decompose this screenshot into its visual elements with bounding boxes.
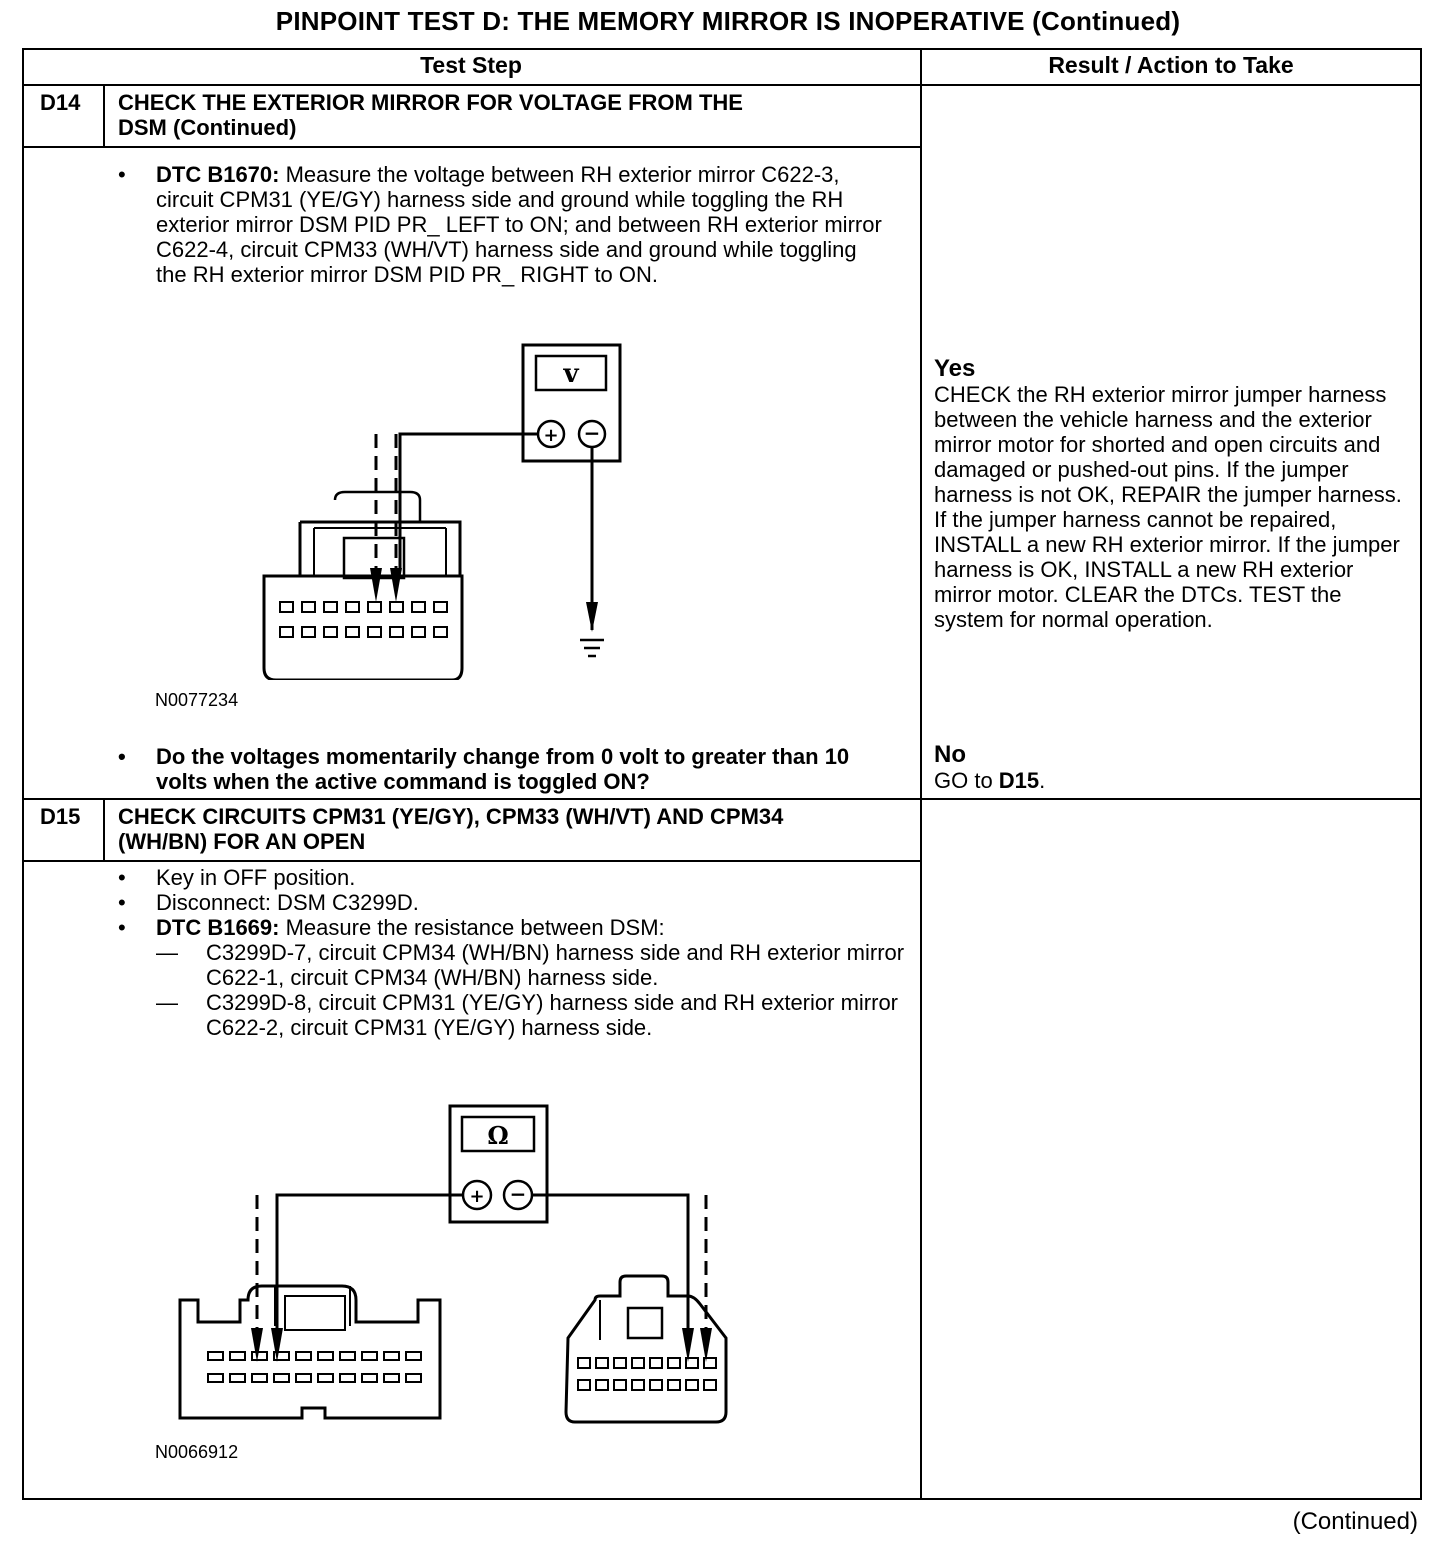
d15-step-title	[118, 804, 908, 854]
continued-label: (Continued)	[1292, 1508, 1418, 1535]
d15-dash-2: C3299D-8, circuit CPM31 (YE/GY) harness side and RH exterior mirror C622-2, circuit CPM31 (YE/GY) harness side.	[206, 990, 899, 1040]
header-rule	[22, 84, 1422, 86]
d14-voltmeter-diagram	[250, 340, 710, 680]
d15-title-line1: CHECK CIRCUITS CPM31 (YE/GY), CPM33 (WH/VT) AND CPM34	[118, 804, 784, 829]
no-text-pre: GO to	[934, 768, 999, 793]
d14-meter-symbol: v	[563, 359, 579, 389]
d14-step-title	[118, 90, 908, 140]
column-divider	[920, 48, 922, 1500]
d14-title-line1: CHECK THE EXTERIOR MIRROR FOR VOLTAGE FROM THE	[118, 90, 743, 115]
yes-text: CHECK the RH exterior mirror jumper harness between the vehicle harness and the exterior mirror motor for shorted and open circuits and damaged or pushed-out pins. If the jumper harness is not OK, REPAIR the jumper harness. If the jumper harness cannot be repaired, INSTALL a new RH exterior mirror. If the jumper harness is OK, INSTALL a new RH exterior mirror motor. CLEAR the DTCs. TEST the system for normal operation.	[934, 382, 1402, 632]
d15-title-line2: (WH/BN) FOR AN OPEN	[118, 829, 366, 854]
header-test-step: Test Step	[420, 52, 522, 78]
d14-instruction	[118, 162, 888, 287]
no-label: No	[934, 741, 966, 768]
d15-dtc-text: Measure the resistance between DSM:	[279, 915, 665, 940]
d15-id-divider	[103, 798, 105, 860]
svg-text:+: +	[469, 1186, 485, 1207]
svg-text:−: −	[583, 421, 601, 445]
d15-dtc-label: DTC B1669:	[156, 915, 280, 940]
d14-step-id: D14	[40, 90, 81, 115]
no-target-link[interactable]: D15	[998, 768, 1040, 793]
d14-result-no	[934, 742, 1416, 793]
svg-text:−: −	[509, 1182, 527, 1206]
d15-meter-symbol: Ω	[487, 1121, 509, 1150]
d14-title-line2: DSM (Continued)	[118, 115, 297, 140]
d14-figure-id: N0077234	[155, 690, 239, 710]
d14-question-text: • Do the voltages momentarily change from 0 volt to greater than 10 volts when the active command is toggled ON?	[118, 744, 898, 794]
no-text-post: .	[1039, 768, 1046, 793]
yes-label: Yes	[934, 355, 976, 382]
d14-dtc-label: DTC B1670:	[156, 162, 280, 187]
header-result: Result / Action to Take	[1048, 52, 1294, 78]
d15-figure-id: N0066912	[155, 1442, 239, 1462]
d15-ohmmeter-diagram	[170, 1100, 770, 1430]
d15-instruction	[118, 865, 908, 1040]
svg-text:+: +	[543, 425, 559, 446]
d15-bullet-2: • Disconnect: DSM C3299D.	[118, 890, 908, 915]
page-title: PINPOINT TEST D: THE MEMORY MIRROR IS INOPERATIVE (Continued)	[275, 6, 1181, 36]
d15-top-rule	[22, 798, 1422, 800]
d15-bullet-1: • Key in OFF position.	[118, 865, 908, 890]
d15-dash-1: C3299D-7, circuit CPM34 (WH/BN) harness side and RH exterior mirror C622-1, circuit CPM34 (WH/BN) harness side.	[206, 940, 905, 990]
d14-dtc-text: Measure the voltage between RH exterior mirror C622-3, circuit CPM31 (YE/GY) harness side and ground while toggling the RH exterior mirror DSM PID PR_ LEFT to ON; and between RH exterior mirror C622-4, circuit CPM33 (WH/VT) harness side and ground while toggling the RH exterior mirror DSM PID PR_ RIGHT to ON.	[156, 162, 882, 287]
d15-dash-1-mark: —	[156, 940, 178, 965]
d14-id-divider	[103, 84, 105, 146]
d15-title-rule	[22, 860, 922, 862]
d14-result-yes	[934, 356, 1416, 632]
d15-step-id: D15	[40, 804, 81, 829]
d14-title-rule	[22, 146, 922, 148]
d14-question	[118, 744, 898, 794]
d15-dash-2-mark: —	[156, 990, 178, 1015]
